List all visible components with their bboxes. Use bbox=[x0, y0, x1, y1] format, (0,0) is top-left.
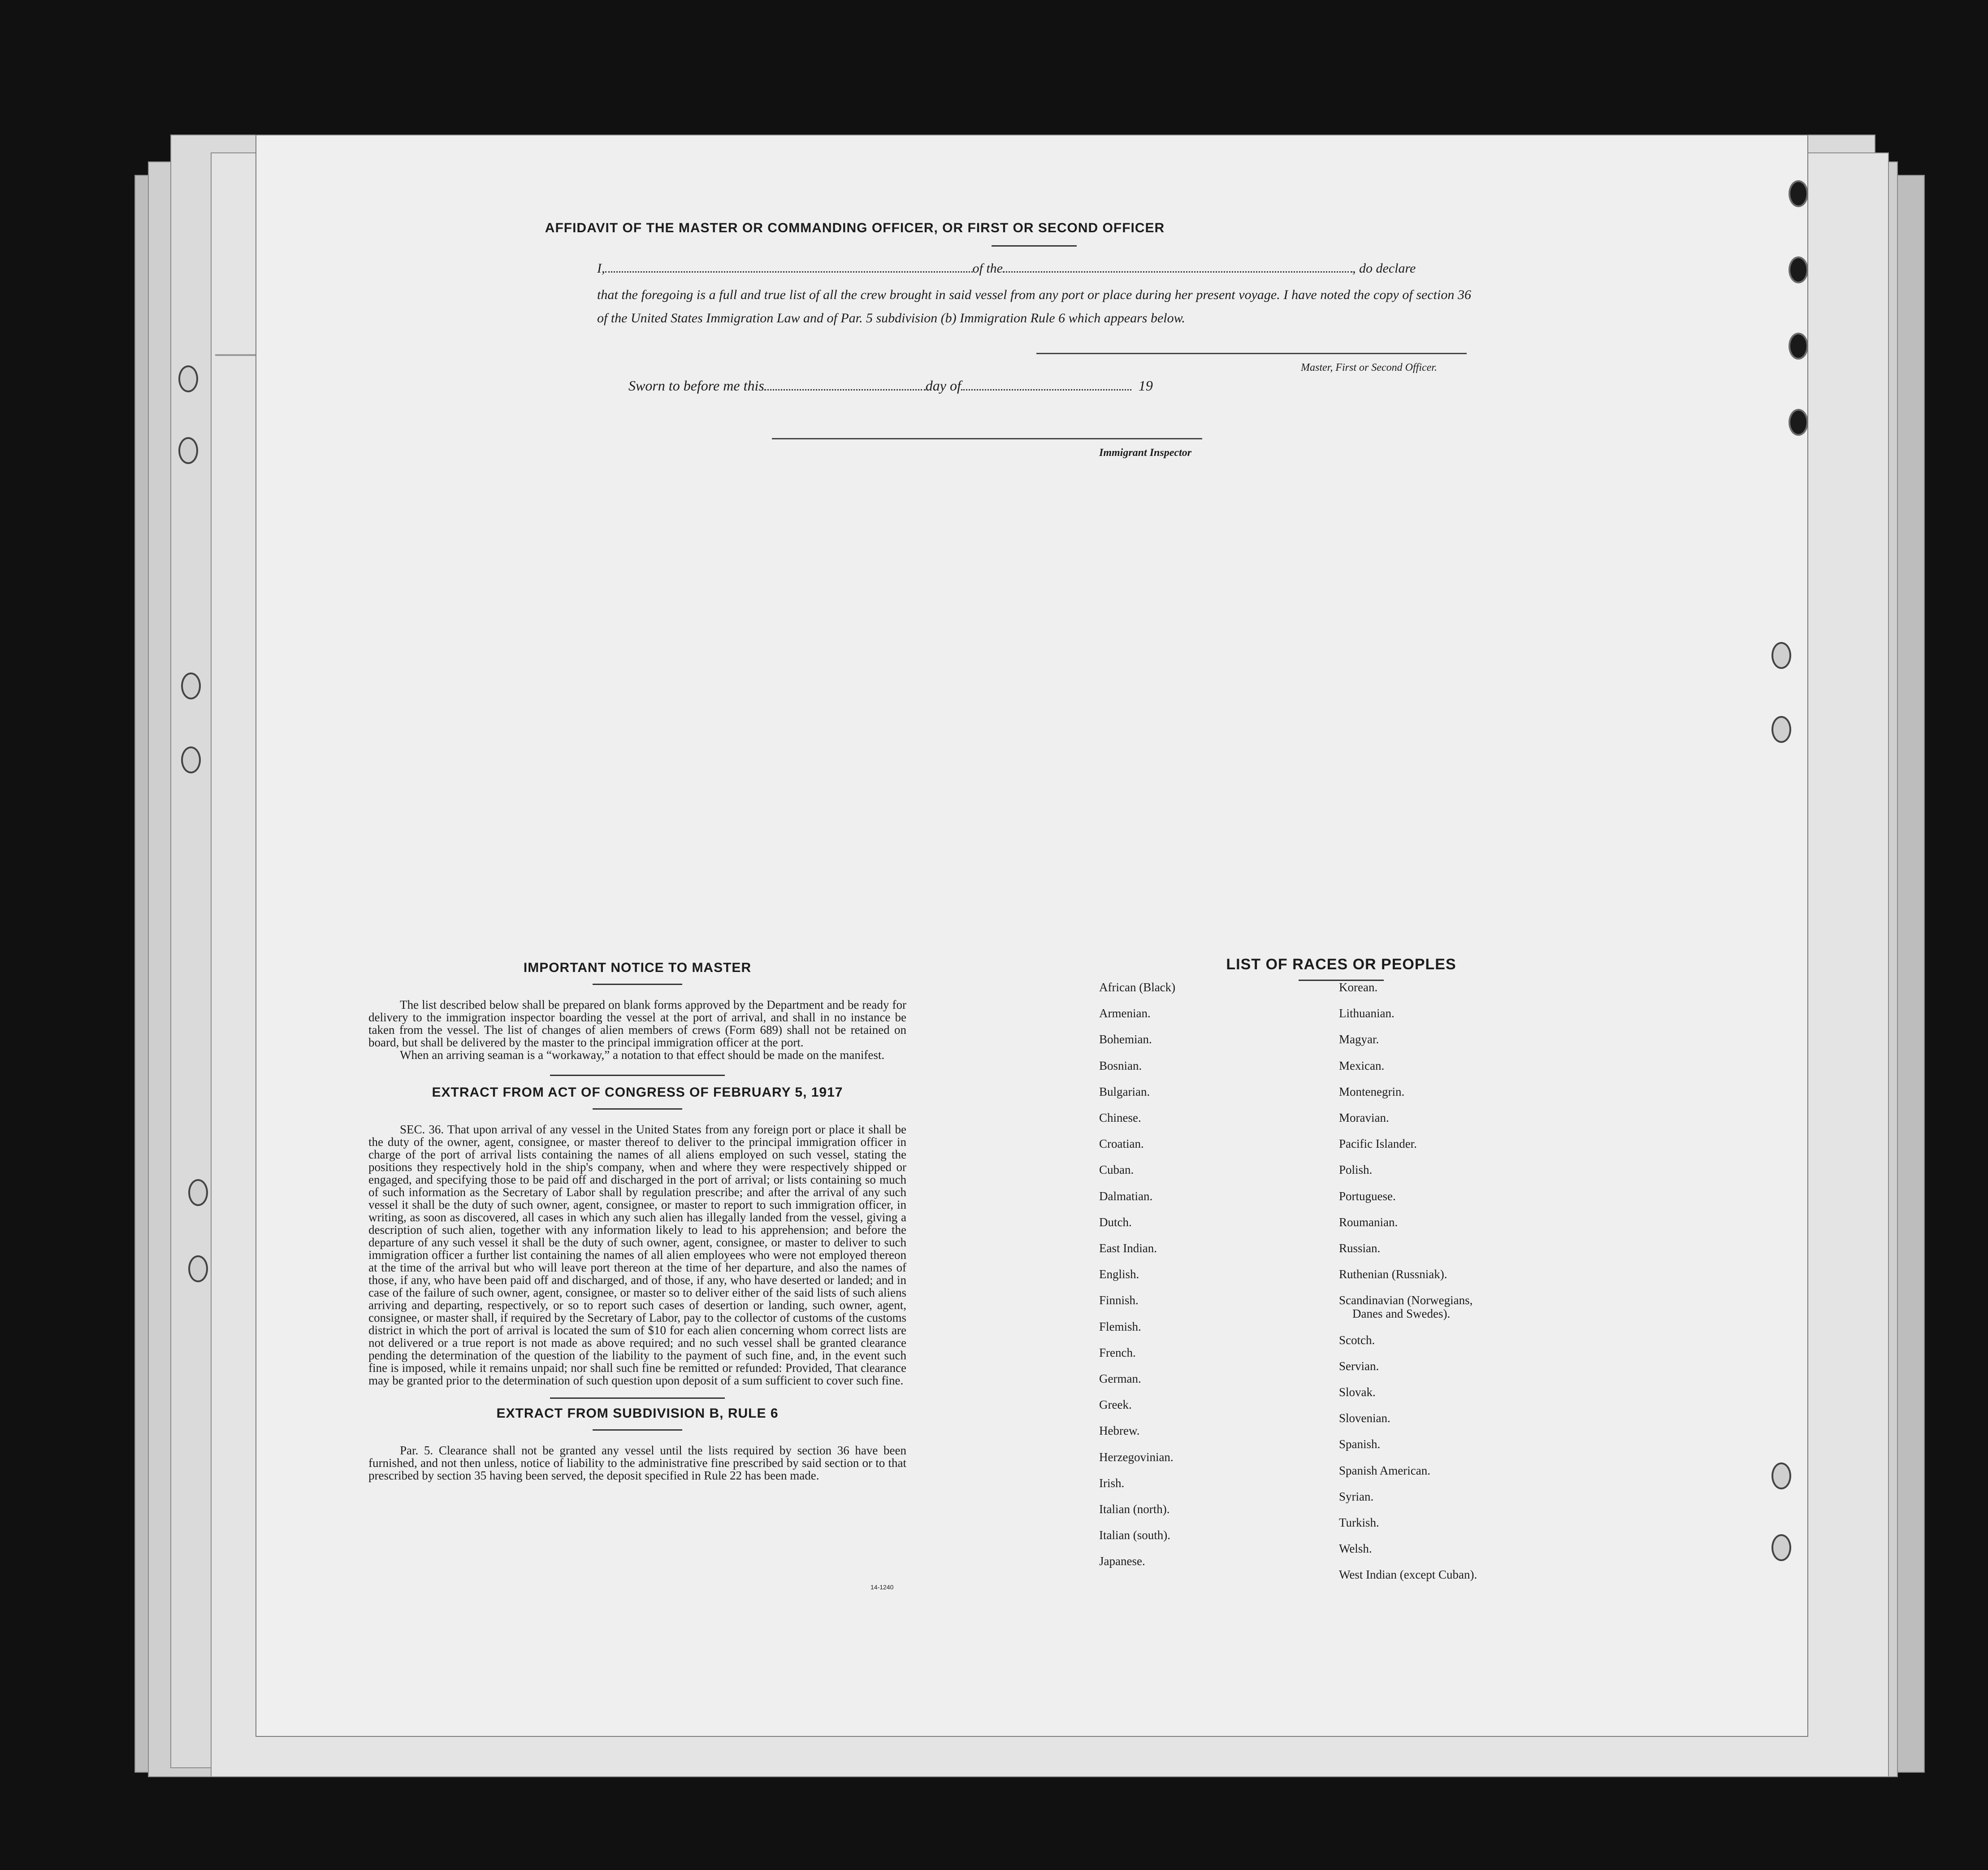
race-entry: Scandinavian (Norwegians, bbox=[1339, 1293, 1473, 1307]
vessel-name-blank[interactable] bbox=[1003, 271, 1352, 273]
race-entry: Finnish. bbox=[1099, 1293, 1139, 1307]
race-entry: Italian (south). bbox=[1099, 1528, 1170, 1542]
race-entry: Greek. bbox=[1099, 1398, 1132, 1412]
race-entry: Portuguese. bbox=[1339, 1189, 1396, 1203]
race-entry: Welsh. bbox=[1339, 1542, 1372, 1556]
race-entry: Turkish. bbox=[1339, 1516, 1379, 1529]
race-entry: Syrian. bbox=[1339, 1489, 1374, 1503]
section-rule bbox=[550, 1397, 725, 1399]
binder-hole bbox=[1771, 716, 1791, 743]
race-entry: African (Black) bbox=[1099, 981, 1176, 994]
race-entry: Flemish. bbox=[1099, 1319, 1141, 1333]
master-name-blank[interactable] bbox=[605, 271, 973, 273]
form-number: 14-1240 bbox=[871, 1584, 894, 1591]
race-entry: Chinese. bbox=[1099, 1111, 1141, 1124]
rule-extract-title: EXTRACT FROM SUBDIVISION B, RULE 6 bbox=[496, 1406, 779, 1421]
race-entry: Bulgarian. bbox=[1099, 1085, 1150, 1098]
race-entry: Irish. bbox=[1099, 1476, 1125, 1490]
race-entry: Magyar. bbox=[1339, 1033, 1379, 1046]
binder-hole bbox=[1771, 1462, 1791, 1489]
race-entry: Servian. bbox=[1339, 1359, 1379, 1373]
affidavit-of-the: of the bbox=[972, 261, 1003, 276]
inspector-signature-line[interactable] bbox=[772, 438, 1202, 439]
binder-hole bbox=[1771, 642, 1791, 669]
race-entry: French. bbox=[1099, 1345, 1136, 1359]
race-entry: Mexican. bbox=[1339, 1059, 1385, 1072]
section-rule bbox=[593, 984, 682, 985]
affidavit-declaration-line bbox=[597, 261, 1485, 276]
race-entry: Ruthenian (Russniak). bbox=[1339, 1267, 1447, 1281]
section-rule bbox=[593, 1429, 682, 1431]
race-entry: Montenegrin. bbox=[1339, 1085, 1405, 1098]
race-entry: Dutch. bbox=[1099, 1215, 1132, 1229]
affidavit-body: that the foregoing is a full and true list of all the crew brought in said vessel from any port or place during her present voyage. I have noted the copy of section 36 of the United States Immigration Law and of Par. 5 subdivision (b) Immigration Rule 6 which appears below. bbox=[597, 287, 1471, 325]
race-entry: Japanese. bbox=[1099, 1554, 1145, 1568]
sworn-date-blank[interactable] bbox=[764, 389, 926, 390]
sworn-day-of: day of bbox=[925, 377, 961, 394]
master-signature-line[interactable] bbox=[1036, 353, 1467, 354]
race-entry: Spanish. bbox=[1339, 1437, 1381, 1451]
races-list bbox=[1072, 956, 1610, 1582]
race-entry: Slovak. bbox=[1339, 1385, 1376, 1399]
binder-hole bbox=[1789, 409, 1808, 436]
notice-column bbox=[368, 960, 906, 1482]
binder-hole bbox=[1771, 1534, 1791, 1561]
affidavit-title: AFFIDAVIT OF THE MASTER OR COMMANDING OFFICER, OR FIRST OR SECOND OFFICER bbox=[545, 221, 1165, 235]
sworn-prefix: Sworn to before me this bbox=[628, 377, 764, 394]
binder-hole bbox=[181, 746, 201, 773]
act-extract-body: SEC. 36. That upon arrival of any vessel in the United States from any foreign port or place it shall be the duty of the owner, agent, consignee, or master thereof to deliver to the principal immigration officer in charge of the port of arrival lists containing the names of all aliens employed on such vessel, stating the positions they respectively hold in the ship's company, when and where they were respectively shipped or engaged, and specifying those to be paid off and discharged in the port of arrival; or lists containing so much of such information as the Secretary of Labor shall by regulation prescribe; and after the arrival of any such vessel it shall be the duty of such owner, agent, consignee, or master to report to such immigration officer, in writing, as soon as discovered, all cases in which any such alien has illegally landed from the vessel, giving a description of such alien, together with any information likely to lead to his apprehension; and before the departure of any such vessel it shall be the duty of such owner, agent, consignee, or master to deliver to such immigration officer a further list containing the names of all alien employees who were not employed thereon at the time of the arrival but who will leave port thereon at the time of her departure, and also the names of those, if any, who have been paid off and discharged, and of those, if any, who have deserted or landed; and in case of the failure of such owner, agent, consignee, or master so to deliver either of the said lists of such aliens arriving and departing, respectively, or so to report such cases of desertion or landing, such owner, agent, consignee, or master shall, if required by the Secretary of Labor, pay to the collector of customs of the customs district in which the port of arrival is located the sum of $10 for each alien concerning whom correct lists are not delivered or a true report is not made as above required; and no such vessel shall be granted clearance pending the determination of the question of the liability to the payment of such fine, and, in the event such fine is imposed, while it remains unpaid; nor shall such fine be remitted or refunded: Provided, That clearance may be granted prior to the determination of such question upon deposit of a sum sufficient to cover such fine. bbox=[368, 1123, 906, 1387]
binder-hole bbox=[188, 1179, 208, 1206]
sworn-line bbox=[628, 377, 1153, 394]
inspector-caption: Immigrant Inspector bbox=[1099, 447, 1192, 459]
race-entry: Spanish American. bbox=[1339, 1463, 1430, 1477]
master-signature-caption: Master, First or Second Officer. bbox=[1301, 362, 1437, 373]
race-entry: Bohemian. bbox=[1099, 1033, 1152, 1046]
race-entry: Slovenian. bbox=[1339, 1411, 1390, 1425]
race-entry: Dalmatian. bbox=[1099, 1189, 1153, 1203]
race-entry: Hebrew. bbox=[1099, 1424, 1140, 1438]
race-entry: Polish. bbox=[1339, 1163, 1373, 1177]
race-entry: East Indian. bbox=[1099, 1241, 1157, 1255]
race-entry: German. bbox=[1099, 1372, 1141, 1385]
race-entry: Lithuanian. bbox=[1339, 1007, 1395, 1020]
binder-hole bbox=[1789, 256, 1808, 283]
race-entry: West Indian (except Cuban). bbox=[1339, 1568, 1477, 1582]
notice-paragraph: When an arriving seaman is a “workaway,” a notation to that effect should be made on the manifest. bbox=[400, 1048, 885, 1062]
section-rule bbox=[550, 1075, 725, 1076]
race-entry: English. bbox=[1099, 1267, 1139, 1281]
section-rule bbox=[593, 1108, 682, 1110]
manifest-back-page bbox=[256, 135, 1808, 1737]
race-entry: Croatian. bbox=[1099, 1137, 1144, 1151]
act-extract-title: EXTRACT FROM ACT OF CONGRESS OF FEBRUARY 5, 1917 bbox=[432, 1085, 843, 1100]
race-entry: Pacific Islander. bbox=[1339, 1137, 1417, 1151]
notice-paragraph: The list described below shall be prepared on blank forms approved by the Department and be ready for delivery to the immigration inspector boarding the vessel at the port of arrival, and shall in no instance be taken from the vessel. The list of changes of alien members of crews (Form 689) shall not be retained on board, but shall be delivered by the master to the principal immigration officer at the port. bbox=[368, 998, 906, 1049]
affidavit-declare: , do declare bbox=[1352, 261, 1416, 276]
binder-hole bbox=[178, 365, 198, 392]
race-entry: Roumanian. bbox=[1339, 1215, 1398, 1229]
notice-title: IMPORTANT NOTICE TO MASTER bbox=[523, 960, 752, 975]
races-title: LIST OF RACES OR PEOPLES bbox=[1226, 956, 1456, 973]
binder-hole bbox=[188, 1255, 208, 1282]
binder-hole bbox=[1789, 333, 1808, 360]
binder-hole bbox=[1789, 180, 1808, 207]
race-entry: Cuban. bbox=[1099, 1163, 1134, 1177]
sworn-year: 19 bbox=[1138, 377, 1153, 394]
binder-hole bbox=[178, 437, 198, 464]
affidavit-i: I, bbox=[597, 261, 605, 276]
title-rule bbox=[992, 245, 1077, 247]
binder-hole bbox=[181, 673, 201, 699]
race-entry: Bosnian. bbox=[1099, 1059, 1142, 1072]
race-entry: Moravian. bbox=[1339, 1111, 1389, 1124]
race-entry: Scotch. bbox=[1339, 1333, 1375, 1347]
race-entry: Korean. bbox=[1339, 981, 1378, 994]
race-entry: Danes and Swedes). bbox=[1352, 1307, 1451, 1321]
race-entry: Herzegovinian. bbox=[1099, 1450, 1174, 1464]
race-entry: Italian (north). bbox=[1099, 1502, 1170, 1516]
rule-extract-body: Par. 5. Clearance shall not be granted any vessel until the lists required by section 36 have been furnished, and not then unless, notice of liability to the administrative fine prescribed by said section or to that prescribed by section 35 having been served, the deposit specified in Rule 22 has been made. bbox=[368, 1444, 906, 1482]
sworn-month-blank[interactable] bbox=[961, 389, 1131, 390]
race-entry: Russian. bbox=[1339, 1241, 1381, 1255]
race-entry: Armenian. bbox=[1099, 1007, 1151, 1020]
